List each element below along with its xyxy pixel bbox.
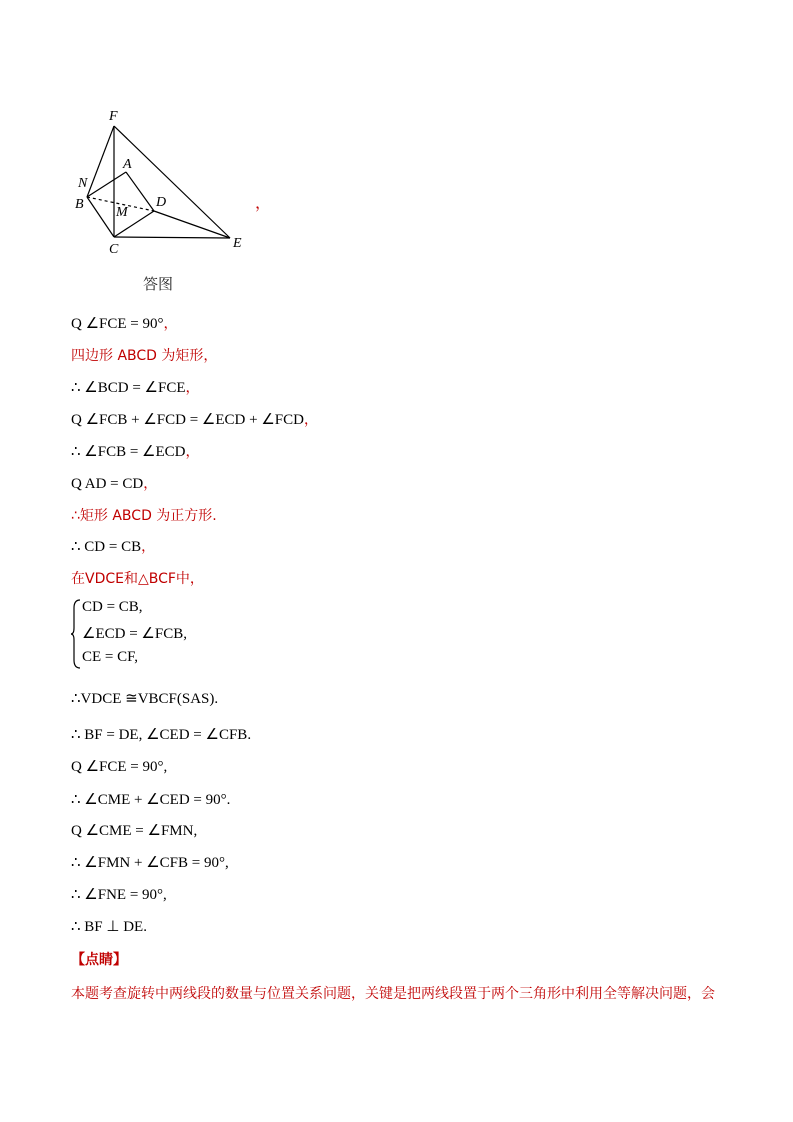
left-brace <box>70 598 82 670</box>
system-line-1: CD = CB, <box>82 599 143 615</box>
label-e: E <box>233 236 242 251</box>
segment-ce <box>114 237 230 238</box>
label-a: A <box>123 157 132 172</box>
proof-line-5: ∴ ∠FCB = ∠ECD， <box>71 444 200 460</box>
proof-line-15: ∴ ∠FMN + ∠CFB = 90°, <box>71 855 229 871</box>
proof-line-8: ∴ CD = CB， <box>71 539 156 555</box>
proof-line-17: ∴ BF ⊥ DE. <box>71 919 147 935</box>
label-b: B <box>75 197 84 212</box>
segment-de <box>154 211 230 238</box>
proof-line-4: Q ∠FCB + ∠FCD = ∠ECD + ∠FCD， <box>71 412 318 428</box>
label-n: N <box>78 176 88 191</box>
proof-line-16: ∴ ∠FNE = 90°, <box>71 887 167 903</box>
proof-line-11: ∴ BF = DE, ∠CED = ∠CFB. <box>71 727 252 743</box>
label-c: C <box>109 242 119 257</box>
segment-bc <box>87 197 114 237</box>
figure-caption: 答图 <box>143 275 174 293</box>
proof-line-14: Q ∠CME = ∠FMN, <box>71 823 198 839</box>
segment-fe <box>114 126 230 238</box>
summary-paragraph: 本题考查旋转中两线段的数量与位置关系问题，关键是把两线段置于两个三角形中利用全等解决问题，会 <box>71 986 715 1002</box>
section-heading: 【点睛】 <box>71 952 127 968</box>
geometry-figure <box>70 100 270 300</box>
proof-line-2: 四边形 ABCD 为矩形， <box>71 348 218 364</box>
proof-line-13: ∴ ∠CME + ∠CED = 90°. <box>71 792 231 808</box>
label-f: F <box>109 109 118 124</box>
system-line-2: ∠ECD = ∠FCB, <box>82 626 187 642</box>
proof-line-9: 在VDCE和△BCF中， <box>71 571 204 587</box>
proof-line-3: ∴ ∠BCD = ∠FCE， <box>71 380 200 396</box>
figure-trailing-comma: ， <box>255 193 272 212</box>
proof-line-12: Q ∠FCE = 90°, <box>71 759 168 775</box>
segment-ad <box>126 172 154 211</box>
label-d: D <box>156 195 167 210</box>
proof-line-10: ∴VDCE ≅VBCF(SAS). <box>71 691 219 707</box>
segment-fb <box>87 126 114 197</box>
equation-system <box>70 598 270 672</box>
segment-ba <box>87 172 126 197</box>
system-line-3: CE = CF, <box>82 649 139 665</box>
label-m: M <box>116 205 128 220</box>
proof-line-6: Q AD = CD， <box>71 476 158 492</box>
proof-line-1: Q ∠FCE = 90°， <box>71 316 178 332</box>
figure-svg <box>70 100 270 300</box>
proof-line-7: ∴矩形 ABCD 为正方形. <box>71 508 217 524</box>
